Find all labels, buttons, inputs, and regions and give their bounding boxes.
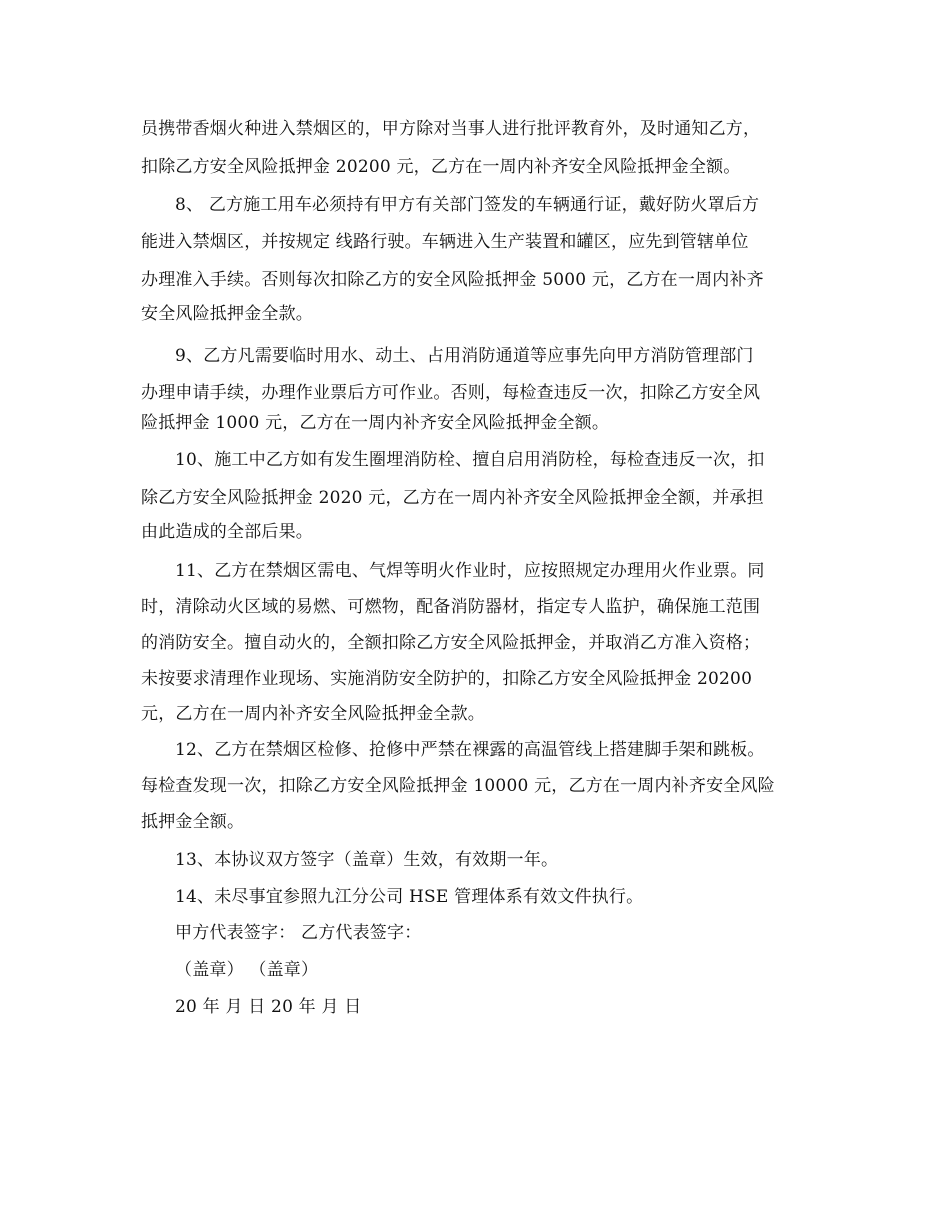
body-line: 的消防安全。擅自动火的，全额扣除乙方安全风险抵押金，并取消乙方准入资格；	[141, 633, 761, 653]
body-line: 险抵押金 1000 元，乙方在一周内补齐安全风险抵押金全额。	[141, 413, 610, 433]
clause-12-start: 12、乙方在禁烟区检修、抢修中严禁在裸露的高温管线上搭建脚手架和跳板。	[175, 740, 765, 760]
body-line: 办理准入手续。否则每次扣除乙方的安全风险抵押金 5000 元，乙方在一周内补齐	[141, 270, 764, 290]
body-line: 未按要求清理作业现场、实施消防安全防护的，扣除乙方安全风险抵押金 20200	[141, 669, 753, 689]
body-line: 时，清除动火区域的易燃、可燃物，配备消防器材，指定专人监护，确保施工范围	[141, 597, 761, 617]
signature-parties: 甲方代表签字： 乙方代表签字：	[175, 923, 422, 943]
body-line: 办理申请手续，办理作业票后方可作业。否则，每检查违反一次，扣除乙方安全风	[141, 383, 761, 403]
body-line: 每检查发现一次，扣除乙方安全风险抵押金 10000 元，乙方在一周内补齐安全风险	[141, 776, 775, 796]
clause-13: 13、本协议双方签字（盖章）生效，有效期一年。	[175, 850, 559, 870]
signature-dates: 20 年 月 日 20 年 月 日	[175, 997, 362, 1017]
body-line: 员携带香烟火种进入禁烟区的，甲方除对当事人进行批评教育外，及时通知乙方，	[141, 119, 761, 139]
clause-14: 14、未尽事宜参照九江分公司 HSE 管理体系有效文件执行。	[175, 887, 644, 907]
body-line: 抵押金全额。	[141, 812, 245, 832]
body-line: 扣除乙方安全风险抵押金 20200 元，乙方在一周内补齐安全风险抵押金全额。	[141, 157, 741, 177]
body-line: 安全风险抵押金全款。	[141, 304, 313, 324]
body-line: 除乙方安全风险抵押金 2020 元，乙方在一周内补齐安全风险抵押金全额，并承担	[141, 488, 764, 508]
clause-8-start: 8、 乙方施工用车必须持有甲方有关部门签发的车辆通行证，戴好防火罩后方	[175, 195, 760, 215]
signature-seals: （盖章） （盖章）	[175, 960, 319, 980]
body-line: 由此造成的全部后果。	[141, 522, 313, 542]
clause-9-start: 9、乙方凡需要临时用水、动土、占用消防通道等应事先向甲方消防管理部门	[175, 346, 754, 366]
clause-11-start: 11、乙方在禁烟区需电、气焊等明火作业时，应按照规定办理用火作业票。同	[175, 561, 765, 581]
body-line: 能进入禁烟区，并按规定 线路行驶。车辆进入生产装置和罐区，应先到管辖单位	[141, 232, 749, 252]
body-line: 元，乙方在一周内补齐安全风险抵押金全款。	[141, 704, 485, 724]
clause-10-start: 10、施工中乙方如有发生圈埋消防栓、擅自启用消防栓，每检查违反一次，扣	[175, 450, 765, 470]
